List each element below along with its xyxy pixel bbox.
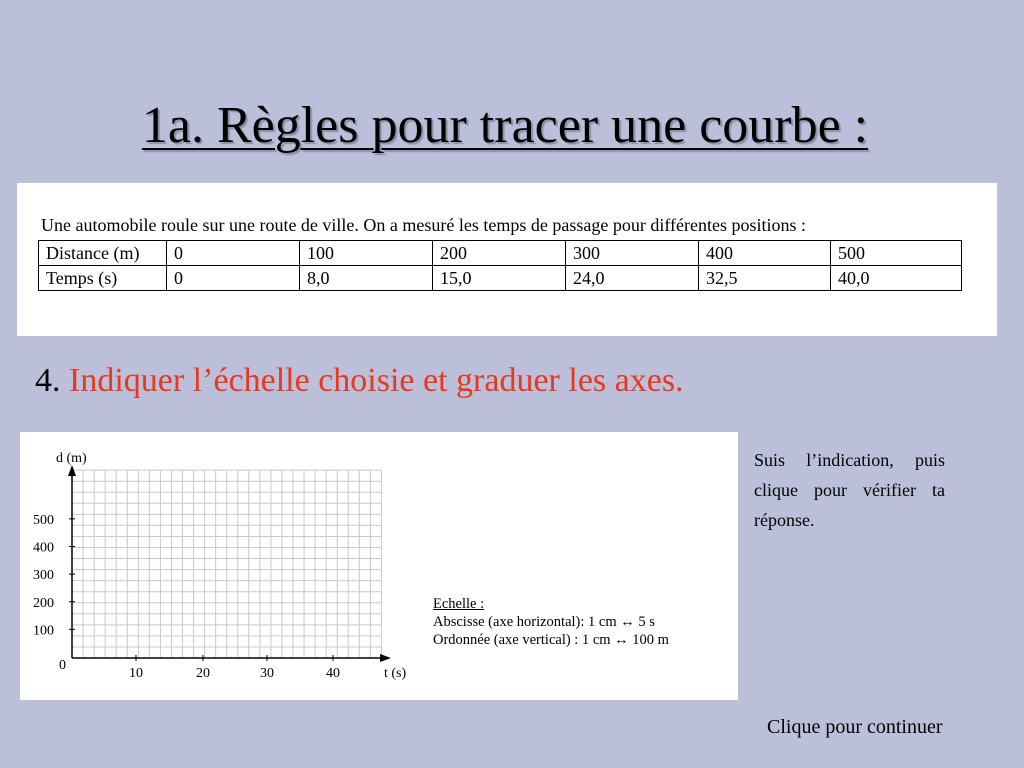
y-tick-label: 300 xyxy=(33,568,54,584)
table-cell: 0 xyxy=(167,241,300,266)
table-cell: 100 xyxy=(300,241,433,266)
table-cell: 24,0 xyxy=(566,266,699,291)
x-axis-label: t (s) xyxy=(384,666,407,681)
y-tick-label: 100 xyxy=(33,623,54,639)
table-cell: 500 xyxy=(831,241,962,266)
y-tick-labels xyxy=(33,513,54,639)
data-panel xyxy=(17,183,997,336)
hint-text: Suis l’indication, puis clique pour vérifier ta réponse. xyxy=(754,450,945,530)
x-tick-label: 40 xyxy=(326,666,340,681)
y-axis-label: d (m) xyxy=(56,451,87,466)
y-tick-label: 500 xyxy=(33,512,54,528)
table-cell: 300 xyxy=(566,241,699,266)
graph-panel xyxy=(20,432,738,700)
x-tick-label: 20 xyxy=(196,666,210,681)
scale-title: Echelle : xyxy=(433,596,485,612)
table-cell: 0 xyxy=(167,266,300,291)
graph-svg xyxy=(20,432,738,700)
question xyxy=(35,362,684,400)
continue-link[interactable]: Clique pour continuer xyxy=(767,716,943,738)
question-text: Indiquer l’échelle choisie et graduer les axes. xyxy=(69,362,684,399)
problem-statement: Une automobile roule sur une route de ville. On a mesuré les temps de passage pour différentes positions : xyxy=(41,215,806,235)
slide-title: 1a. Règles pour tracer une courbe : xyxy=(141,97,869,154)
y-tick-label: 200 xyxy=(33,595,54,611)
scale-abscissa: Abscisse (axe horizontal): 1 cm ↔ 5 s xyxy=(433,614,655,630)
table-row-distance xyxy=(39,241,962,266)
table-cell: 32,5 xyxy=(699,266,831,291)
table-cell: 400 xyxy=(699,241,831,266)
x-tick-labels xyxy=(129,666,340,681)
scale-ordinate: Ordonnée (axe vertical) : 1 cm ↔ 100 m xyxy=(433,632,669,648)
scale-legend xyxy=(433,595,669,649)
table-cell: 40,0 xyxy=(831,266,962,291)
row-header-time: Temps (s) xyxy=(39,266,167,291)
x-tick-label: 30 xyxy=(260,666,274,681)
graph-grid xyxy=(72,470,381,658)
question-number: 4. xyxy=(35,362,61,399)
x-tick-label: 10 xyxy=(129,666,143,681)
data-table xyxy=(38,240,962,291)
table-cell: 15,0 xyxy=(433,266,566,291)
table-row-time xyxy=(39,266,962,291)
x-axis-arrow xyxy=(380,654,391,662)
table-cell: 200 xyxy=(433,241,566,266)
row-header-distance: Distance (m) xyxy=(39,241,167,266)
y-tick-label: 400 xyxy=(33,540,54,556)
table-cell: 8,0 xyxy=(300,266,433,291)
origin-label: 0 xyxy=(59,658,66,673)
